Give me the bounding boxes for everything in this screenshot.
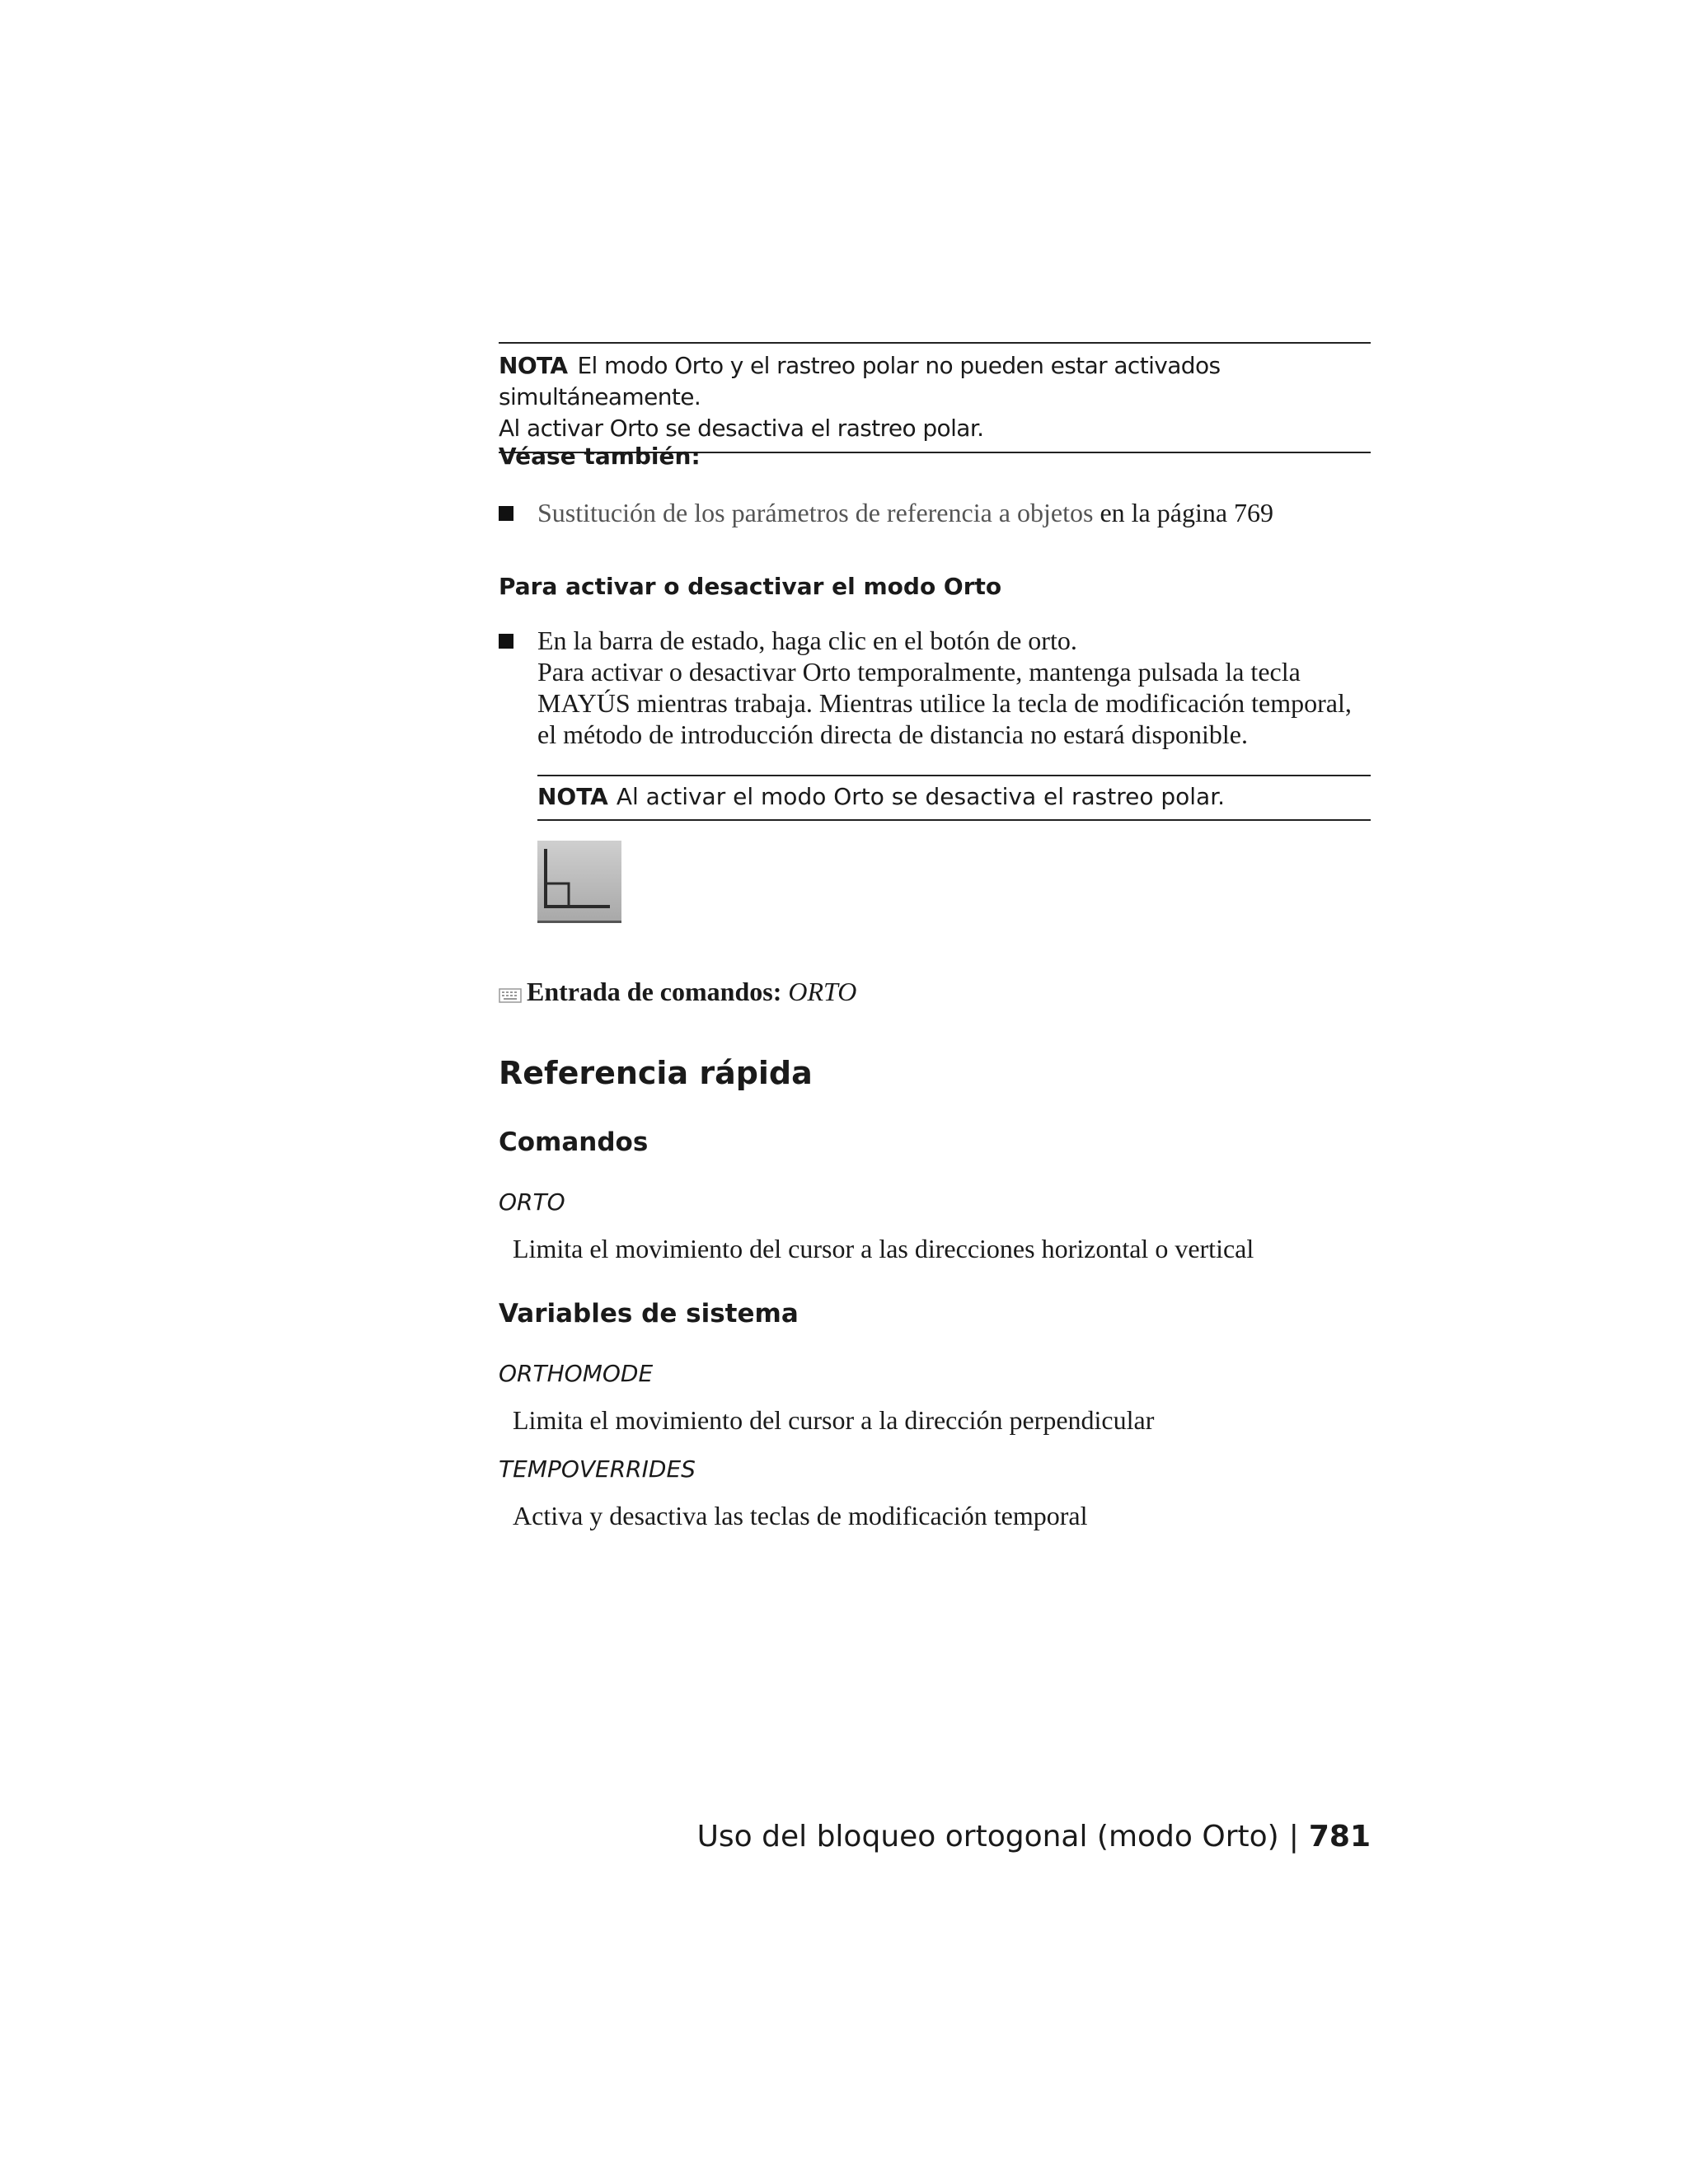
note-box [499,342,1371,453]
page-footer [577,1820,1371,1854]
see-also-link[interactable]: Sustitución de los parámetros de referencia a objetos [537,498,1094,527]
procedure-note [537,775,1371,821]
procedure-step [499,625,1371,750]
bullet-icon [499,634,513,649]
note-line-1: NOTA El modo Orto y el rastreo polar no pueden estar activados simultáneamente. [499,352,1221,410]
ortho-button[interactable] [537,841,621,923]
see-also-item [499,497,1371,528]
variable-name[interactable]: ORTHOMODE [499,1360,654,1387]
note-label: NOTA [499,352,568,379]
note-text: Al activar el modo Orto se desactiva el rastreo polar. [616,783,1226,810]
page-reference: en la página 769 [1093,498,1274,527]
procedure-heading: Para activar o desactivar el modo Orto [499,573,1002,600]
step-line: el método de introducción directa de distancia no estará disponible. [537,719,1248,749]
footer-title: Uso del bloqueo ortogonal (modo Orto) [696,1820,1279,1854]
command-description: Limita el movimiento del cursor a las direcciones horizontal o vertical [513,1234,1254,1263]
footer-separator: | [1288,1820,1299,1854]
command-name[interactable]: ORTO [499,1188,565,1216]
step-line: En la barra de estado, haga clic en el botón de orto. [537,626,1077,655]
variable-description: Activa y desactiva las teclas de modificación temporal [513,1501,1088,1530]
note-label: NOTA [537,783,608,810]
commands-heading: Comandos [499,1127,649,1157]
see-also-heading: Véase también: [499,443,701,470]
variable-name[interactable]: TEMPOVERRIDES [499,1455,696,1483]
keyboard-icon [499,978,522,1011]
command-entry-value: ORTO [788,977,857,1006]
quick-reference-heading: Referencia rápida [499,1055,813,1091]
ortho-mode-icon [537,841,621,921]
command-entry [499,975,1371,1011]
variables-heading: Variables de sistema [499,1299,799,1329]
bullet-icon [499,506,513,521]
page-number: 781 [1308,1820,1371,1854]
variable-description: Limita el movimiento del cursor a la dirección perpendicular [513,1405,1155,1435]
step-line: Para activar o desactivar Orto temporalmente, mantenga pulsada la tecla [537,657,1301,687]
step-line: MAYÚS mientras trabaja. Mientras utilice la tecla de modificación temporal, [537,688,1352,718]
note-line-2: Al activar Orto se desactiva el rastreo polar. [499,415,984,442]
command-entry-label: Entrada de comandos: [527,977,782,1006]
